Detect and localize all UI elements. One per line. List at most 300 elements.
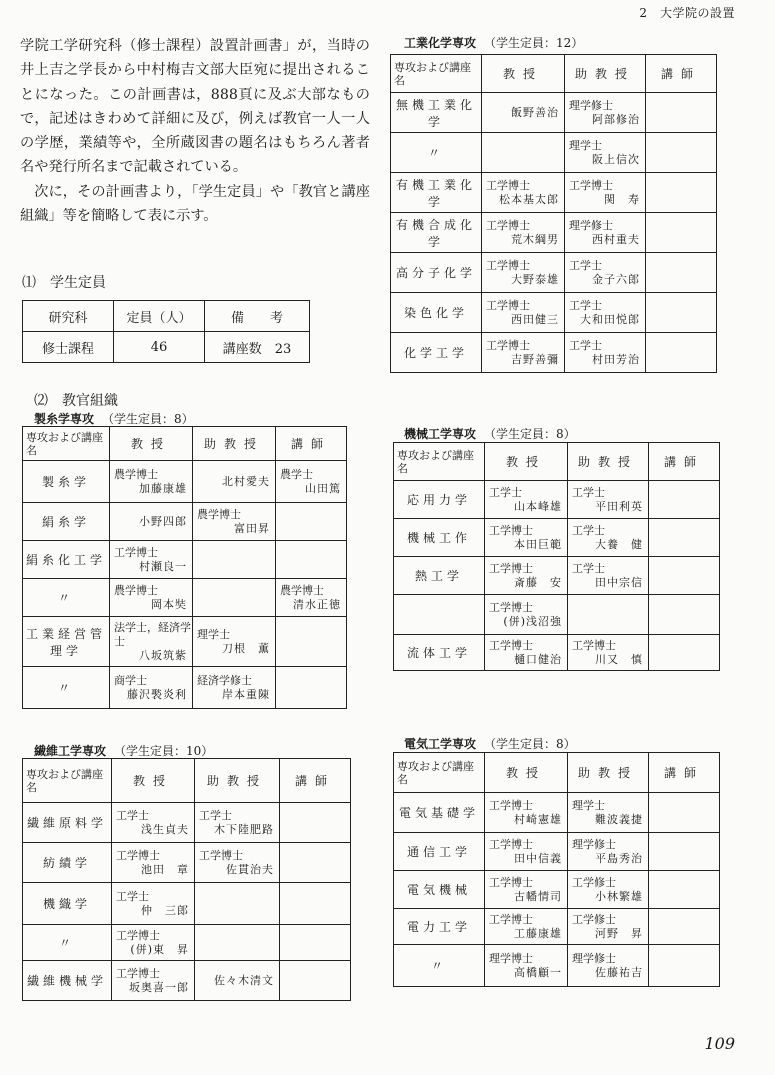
- column-header-lect: 講師: [649, 443, 720, 481]
- staff-table: [390, 54, 717, 373]
- staff-name: 大養 健: [595, 537, 643, 551]
- caption-title: 工業化学専攻: [404, 36, 477, 50]
- staff-name: 清水正徳: [293, 597, 341, 611]
- intro-text: [20, 34, 370, 228]
- staff-name: 藤沢褧炎利: [127, 687, 187, 701]
- intro-paragraph: 次に，その計画書より，「学生定員」や「教官と講座組織」等を簡略して表に示す。: [20, 183, 370, 225]
- degree-title: 工学博士: [199, 848, 243, 862]
- staff-cell-assoc: [193, 667, 276, 709]
- table-row: [23, 461, 347, 503]
- quota-cell: 講座数 23: [205, 332, 310, 363]
- staff-name: 浅生貞夫: [141, 822, 189, 836]
- table-caption-kikai: [404, 425, 576, 442]
- staff-cell-lect: [646, 333, 717, 373]
- staff-cell-lect: [646, 253, 717, 293]
- staff-cell-assoc: [568, 481, 649, 519]
- staff-name: 斎藤 安: [514, 575, 562, 589]
- degree-title: 農学博士: [197, 507, 241, 521]
- staff-name: 阿部修治: [592, 112, 640, 126]
- staff-cell-lect: [646, 213, 717, 253]
- course-name: 絹糸化工学: [23, 541, 110, 579]
- table-row: [23, 503, 347, 541]
- staff-cell-lect: [280, 883, 351, 925]
- staff-name: 川又 慎: [595, 652, 643, 666]
- caption-title: 繊維工学専攻: [34, 744, 107, 758]
- staff-cell-lect: [276, 579, 347, 617]
- staff-cell-lect: [649, 557, 720, 595]
- table-row: [23, 961, 351, 1001]
- staff-name: 村崎憲雄: [514, 812, 562, 826]
- degree-title: 理学修士: [569, 218, 613, 232]
- staff-cell-lect: [276, 541, 347, 579]
- caption-quota: （学生定員：12）: [484, 36, 584, 50]
- staff-name: 松本基太郎: [499, 192, 559, 206]
- course-name: 染色化学: [391, 293, 482, 333]
- staff-name: 西田健三: [511, 312, 559, 326]
- column-header-assoc: 助教授: [565, 55, 646, 93]
- table-row: [23, 803, 351, 843]
- staff-cell-prof: [112, 961, 195, 1001]
- table-caption-kogyo-kagaku: [404, 34, 583, 51]
- table-row: [394, 793, 720, 833]
- staff-name: 平田利英: [595, 499, 643, 513]
- course-name: 繊維機械学: [23, 961, 112, 1001]
- staff-name: 田中宗信: [595, 575, 643, 589]
- staff-name: 仲 三郎: [141, 903, 189, 917]
- degree-title: 工学士: [116, 889, 149, 903]
- column-header-assoc: 助教授: [193, 427, 276, 461]
- staff-cell-prof: [482, 173, 565, 213]
- table-row: [394, 557, 720, 595]
- table-row: [23, 667, 347, 709]
- staff-cell-prof: [110, 541, 193, 579]
- staff-cell-prof: [485, 557, 568, 595]
- staff-name: 吉野善彌: [511, 352, 559, 366]
- table-header-row: [394, 443, 720, 481]
- caption-quota: （学生定員：10）: [114, 744, 214, 758]
- staff-cell-prof: [482, 293, 565, 333]
- staff-name: 田中信義: [514, 851, 562, 865]
- degree-title: 農学博士: [114, 583, 158, 597]
- course-name: 繊維原料学: [23, 803, 112, 843]
- staff-table: [22, 426, 347, 709]
- course-name: 化学工学: [391, 333, 482, 373]
- quota-cell: 修士課程: [23, 332, 114, 363]
- staff-name: 木下陸肥路: [214, 822, 274, 836]
- staff-name: 河野 昇: [595, 926, 643, 940]
- degree-title: 工学博士: [489, 837, 533, 851]
- staff-cell-assoc: [193, 541, 276, 579]
- degree-title: 工学博士: [486, 258, 530, 272]
- degree-title: 工学博士: [116, 928, 160, 942]
- degree-title: 工学博士: [114, 545, 158, 559]
- staff-name: 平島秀治: [595, 851, 643, 865]
- staff-cell-assoc: [568, 871, 649, 909]
- column-header-spec: 専攻および講座名: [23, 759, 112, 803]
- staff-cell-assoc: [568, 945, 649, 987]
- degree-title: 理学修士: [572, 951, 616, 965]
- course-name: 機織学: [23, 883, 112, 925]
- staff-name: 小野四郎: [139, 514, 187, 528]
- course-name: 無機工業化学: [391, 93, 482, 133]
- staff-cell-assoc: [565, 213, 646, 253]
- staff-name: 坂奥喜一郎: [129, 980, 189, 994]
- staff-cell-prof: [110, 667, 193, 709]
- staff-cell-lect: [276, 667, 347, 709]
- column-header-lect: 講師: [649, 753, 720, 793]
- degree-title: 工学博士: [489, 523, 533, 537]
- page-number: 109: [704, 1034, 735, 1053]
- degree-title: 理学士: [569, 138, 602, 152]
- staff-cell-prof: [485, 909, 568, 945]
- column-header-assoc: 助教授: [568, 443, 649, 481]
- staff-cell-prof: [485, 595, 568, 635]
- column-header-spec: 専攻および講座名: [394, 443, 485, 481]
- degree-title: 農学士: [280, 467, 313, 481]
- staff-name: 古幡情司: [514, 889, 562, 903]
- quota-header-cell: 備 考: [205, 301, 310, 332]
- degree-title: 法学士，経済学士: [114, 620, 191, 648]
- degree-title: 工学士: [569, 258, 602, 272]
- table-row: [394, 635, 720, 671]
- course-name: 絹糸学: [23, 503, 110, 541]
- degree-title: 工学博士: [489, 798, 533, 812]
- course-name: 応用力学: [394, 481, 485, 519]
- degree-title: 工学士: [199, 808, 232, 822]
- degree-title: 工学修士: [572, 912, 616, 926]
- course-name: 〃: [23, 579, 110, 617]
- course-name: 〃: [394, 945, 485, 987]
- staff-name: (併)浅沼強: [503, 614, 562, 628]
- degree-title: 理学修士: [572, 837, 616, 851]
- course-name: 熱工学: [394, 557, 485, 595]
- quota-heading: ⑴ 学生定員: [22, 275, 106, 291]
- degree-title: 工学博士: [486, 338, 530, 352]
- staff-cell-assoc: [195, 883, 280, 925]
- staff-cell-lect: [649, 793, 720, 833]
- staff-cell-assoc: [565, 173, 646, 213]
- column-header-spec: 専攻および講座名: [23, 427, 110, 461]
- staff-name: 池田 章: [141, 862, 189, 876]
- staff-name: 佐藤祐吉: [595, 965, 643, 979]
- course-name: 有機合成化学: [391, 213, 482, 253]
- staff-cell-lect: [649, 595, 720, 635]
- staff-cell-assoc: [193, 503, 276, 541]
- column-header-lect: 講師: [276, 427, 347, 461]
- column-header-lect: 講師: [280, 759, 351, 803]
- staff-table-seishi: [22, 426, 347, 709]
- staff-cell-prof: [110, 503, 193, 541]
- staff-name: 村田芳治: [592, 352, 640, 366]
- table-row: [394, 945, 720, 987]
- staff-cell-lect: [646, 93, 717, 133]
- staff-name: 難波義捷: [595, 812, 643, 826]
- staff-table: [22, 758, 351, 1001]
- table-header-row: [23, 759, 351, 803]
- quota-header-cell: 定員（人）: [114, 301, 205, 332]
- staff-cell-prof: [482, 253, 565, 293]
- table-row: [391, 293, 717, 333]
- staff-name: 八坂筑紫: [139, 648, 187, 662]
- degree-title: 理学士: [197, 627, 230, 641]
- degree-title: 農学博士: [114, 467, 158, 481]
- staff-cell-lect: [649, 833, 720, 871]
- staff-cell-prof: [110, 579, 193, 617]
- staff-cell-prof: [112, 925, 195, 961]
- staff-name: 樋口健治: [514, 652, 562, 666]
- staff-table: [393, 442, 720, 671]
- staff-name: 大和田悦郎: [580, 312, 640, 326]
- staff-cell-lect: [276, 503, 347, 541]
- staff-cell-lect: [649, 945, 720, 987]
- staff-cell-prof: [485, 481, 568, 519]
- staff-name: 小林繁雄: [595, 889, 643, 903]
- degree-title: 農学博士: [280, 583, 324, 597]
- staff-cell-assoc: [195, 961, 280, 1001]
- staff-cell-lect: [276, 461, 347, 503]
- table-row: [23, 925, 351, 961]
- staff-cell-lect: [649, 635, 720, 671]
- staff-table-kikai: [393, 442, 720, 671]
- staff-cell-lect: [646, 293, 717, 333]
- staff-cell-lect: [649, 481, 720, 519]
- staff-name: 佐貫治夫: [226, 862, 274, 876]
- staff-cell-lect: [280, 803, 351, 843]
- degree-title: 工学博士: [486, 218, 530, 232]
- table-row: [391, 93, 717, 133]
- course-name: 通信工学: [394, 833, 485, 871]
- degree-title: 工学士: [572, 485, 605, 499]
- table-row: [23, 883, 351, 925]
- degree-title: 工学博士: [489, 561, 533, 575]
- degree-title: 工学博士: [489, 912, 533, 926]
- table-row: [23, 541, 347, 579]
- staff-cell-prof: [482, 213, 565, 253]
- table-row: [394, 871, 720, 909]
- staff-name: 西村重夫: [592, 232, 640, 246]
- staff-name: 金子六郎: [592, 272, 640, 286]
- column-header-assoc: 助教授: [195, 759, 280, 803]
- staff-cell-lect: [649, 909, 720, 945]
- staff-table: [393, 752, 720, 987]
- degree-title: 工学修士: [572, 875, 616, 889]
- staff-name: 北村愛夫: [222, 474, 270, 488]
- staff-cell-assoc: [565, 333, 646, 373]
- staff-cell-assoc: [568, 635, 649, 671]
- degree-title: 工学博士: [486, 298, 530, 312]
- staff-cell-prof: [112, 843, 195, 883]
- course-name: 〃: [391, 133, 482, 173]
- staff-cell-prof: [485, 793, 568, 833]
- staff-name: 本田巨範: [514, 537, 562, 551]
- staff-cell-lect: [280, 925, 351, 961]
- staff-cell-assoc: [568, 909, 649, 945]
- quota-cell: 46: [114, 332, 205, 363]
- staff-cell-assoc: [565, 293, 646, 333]
- course-name: 電気基礎学: [394, 793, 485, 833]
- staff-cell-assoc: [195, 925, 280, 961]
- staff-name: 加藤康雄: [139, 481, 187, 495]
- running-header: 2 大学院の設置: [639, 6, 735, 20]
- column-header-assoc: 助教授: [568, 753, 649, 793]
- staff-cell-prof: [485, 945, 568, 987]
- column-header-prof: 教授: [112, 759, 195, 803]
- table-caption-seni: [34, 742, 213, 759]
- staff-name: 刀根 薫: [222, 641, 270, 655]
- caption-quota: （学生定員：8）: [484, 737, 576, 751]
- staff-cell-prof: [485, 635, 568, 671]
- staff-cell-assoc: [565, 253, 646, 293]
- degree-title: 理学修士: [569, 98, 613, 112]
- staff-cell-prof: [110, 617, 193, 667]
- staff-cell-prof: [485, 871, 568, 909]
- course-name: 工業経営管理学: [23, 617, 110, 667]
- degree-title: 工学博士: [486, 178, 530, 192]
- staff-name: 山田篤: [305, 481, 341, 495]
- staff-cell-lect: [646, 173, 717, 213]
- caption-quota: （学生定員：8）: [102, 412, 194, 426]
- degree-title: 経済学修士: [197, 673, 252, 687]
- course-name: [394, 595, 485, 635]
- intro-paragraph: 学院工学研究科（修士課程）設置計画書」が，当時の井上吉之学長から中村梅吉文部大臣宛に提出されることになった。この計画書は，888頁に及ぶ大部なもので，記述はきわめて詳細に及び，例えば教官一人一人の学歴，業績等や，全所蔵図書の題名はもちろん著者名や発行所名まで記載されている。: [20, 38, 370, 176]
- course-name: 紡績学: [23, 843, 112, 883]
- staff-cell-lect: [646, 133, 717, 173]
- column-header-prof: 教授: [485, 753, 568, 793]
- staff-cell-assoc: [193, 579, 276, 617]
- degree-title: 工学博士: [489, 638, 533, 652]
- degree-title: 工学士: [572, 523, 605, 537]
- staff-name: 関 寿: [604, 192, 640, 206]
- staff-name: 工藤康雄: [514, 926, 562, 940]
- column-header-prof: 教授: [485, 443, 568, 481]
- table-header-row: [23, 427, 347, 461]
- course-name: 電気機械: [394, 871, 485, 909]
- table-row: [394, 833, 720, 871]
- staff-cell-prof: [482, 133, 565, 173]
- degree-title: 工学博士: [116, 966, 160, 980]
- staff-cell-assoc: [565, 133, 646, 173]
- quota-table: [22, 300, 310, 363]
- column-header-prof: 教授: [482, 55, 565, 93]
- caption-quota: （学生定員：8）: [484, 427, 576, 441]
- staff-cell-lect: [649, 871, 720, 909]
- degree-title: 工学士: [569, 338, 602, 352]
- staff-cell-assoc: [568, 793, 649, 833]
- table-header-row: [391, 55, 717, 93]
- staff-name: 阪上信次: [592, 152, 640, 166]
- staff-cell-prof: [485, 519, 568, 557]
- table-row: [391, 133, 717, 173]
- degree-title: 工学博士: [489, 600, 533, 614]
- staff-cell-prof: [482, 333, 565, 373]
- degree-title: 工学士: [572, 561, 605, 575]
- table-row: [394, 595, 720, 635]
- column-header-spec: 専攻および講座名: [394, 753, 485, 793]
- staff-table-seni: [22, 758, 351, 1001]
- staff-cell-assoc: [568, 519, 649, 557]
- course-name: 流体工学: [394, 635, 485, 671]
- staff-name: 荒木綱男: [511, 232, 559, 246]
- staff-cell-lect: [276, 617, 347, 667]
- staff-cell-lect: [280, 961, 351, 1001]
- course-name: 製糸学: [23, 461, 110, 503]
- degree-title: 工学士: [489, 485, 522, 499]
- staff-cell-prof: [110, 461, 193, 503]
- table-caption-denki: [404, 735, 576, 752]
- staff-cell-prof: [485, 833, 568, 871]
- staff-cell-prof: [112, 803, 195, 843]
- degree-title: 工学博士: [572, 638, 616, 652]
- table-row: [391, 333, 717, 373]
- course-name: 有機工業化学: [391, 173, 482, 213]
- staff-name: 高橋顧一: [514, 965, 562, 979]
- staff-cell-assoc: [193, 617, 276, 667]
- staff-cell-assoc: [193, 461, 276, 503]
- course-name: 電力工学: [394, 909, 485, 945]
- table-row: [23, 332, 310, 363]
- staff-cell-lect: [280, 843, 351, 883]
- staff-table-denki: [393, 752, 720, 987]
- staff-name: 佐々木清文: [214, 973, 274, 987]
- course-name: 高分子化学: [391, 253, 482, 293]
- column-header-prof: 教授: [110, 427, 193, 461]
- staff-name: 大野泰雄: [511, 272, 559, 286]
- staff-cell-prof: [112, 883, 195, 925]
- table-header-row: [394, 753, 720, 793]
- table-row: [394, 909, 720, 945]
- staff-cell-assoc: [568, 833, 649, 871]
- staff-name: (併)東 昇: [130, 942, 189, 956]
- column-header-lect: 講師: [646, 55, 717, 93]
- table-row: [391, 173, 717, 213]
- staff-cell-prof: [482, 93, 565, 133]
- table-caption-seishi: [34, 410, 194, 427]
- staff-cell-assoc: [568, 595, 649, 635]
- staff-name: 山本峰雄: [514, 499, 562, 513]
- degree-title: 商学士: [114, 673, 147, 687]
- degree-title: 理学博士: [489, 951, 533, 965]
- table-row: [23, 617, 347, 667]
- staff-cell-assoc: [568, 557, 649, 595]
- quota-header-cell: 研究科: [23, 301, 114, 332]
- staff-name: 飯野善治: [511, 105, 559, 119]
- course-name: 〃: [23, 667, 110, 709]
- table-row: [23, 843, 351, 883]
- staff-cell-assoc: [195, 843, 280, 883]
- table-row: [23, 301, 310, 332]
- table-row: [394, 481, 720, 519]
- staff-heading: ⑵ 教官組織: [34, 393, 118, 409]
- caption-title: 電気工学専攻: [404, 737, 477, 751]
- staff-cell-lect: [649, 519, 720, 557]
- degree-title: 理学士: [572, 798, 605, 812]
- staff-name: 村瀬良一: [139, 559, 187, 573]
- degree-title: 工学博士: [116, 848, 160, 862]
- table-row: [23, 579, 347, 617]
- table-row: [391, 213, 717, 253]
- column-header-spec: 専攻および講座名: [391, 55, 482, 93]
- course-name: 〃: [23, 925, 112, 961]
- caption-title: 機械工学専攻: [404, 427, 477, 441]
- degree-title: 工学博士: [489, 875, 533, 889]
- staff-name: 富田昇: [234, 521, 270, 535]
- table-row: [394, 519, 720, 557]
- staff-name: 岡本奘: [151, 597, 187, 611]
- staff-name: 岸本重陳: [222, 687, 270, 701]
- degree-title: 工学博士: [569, 178, 613, 192]
- table-row: [391, 253, 717, 293]
- degree-title: 工学士: [569, 298, 602, 312]
